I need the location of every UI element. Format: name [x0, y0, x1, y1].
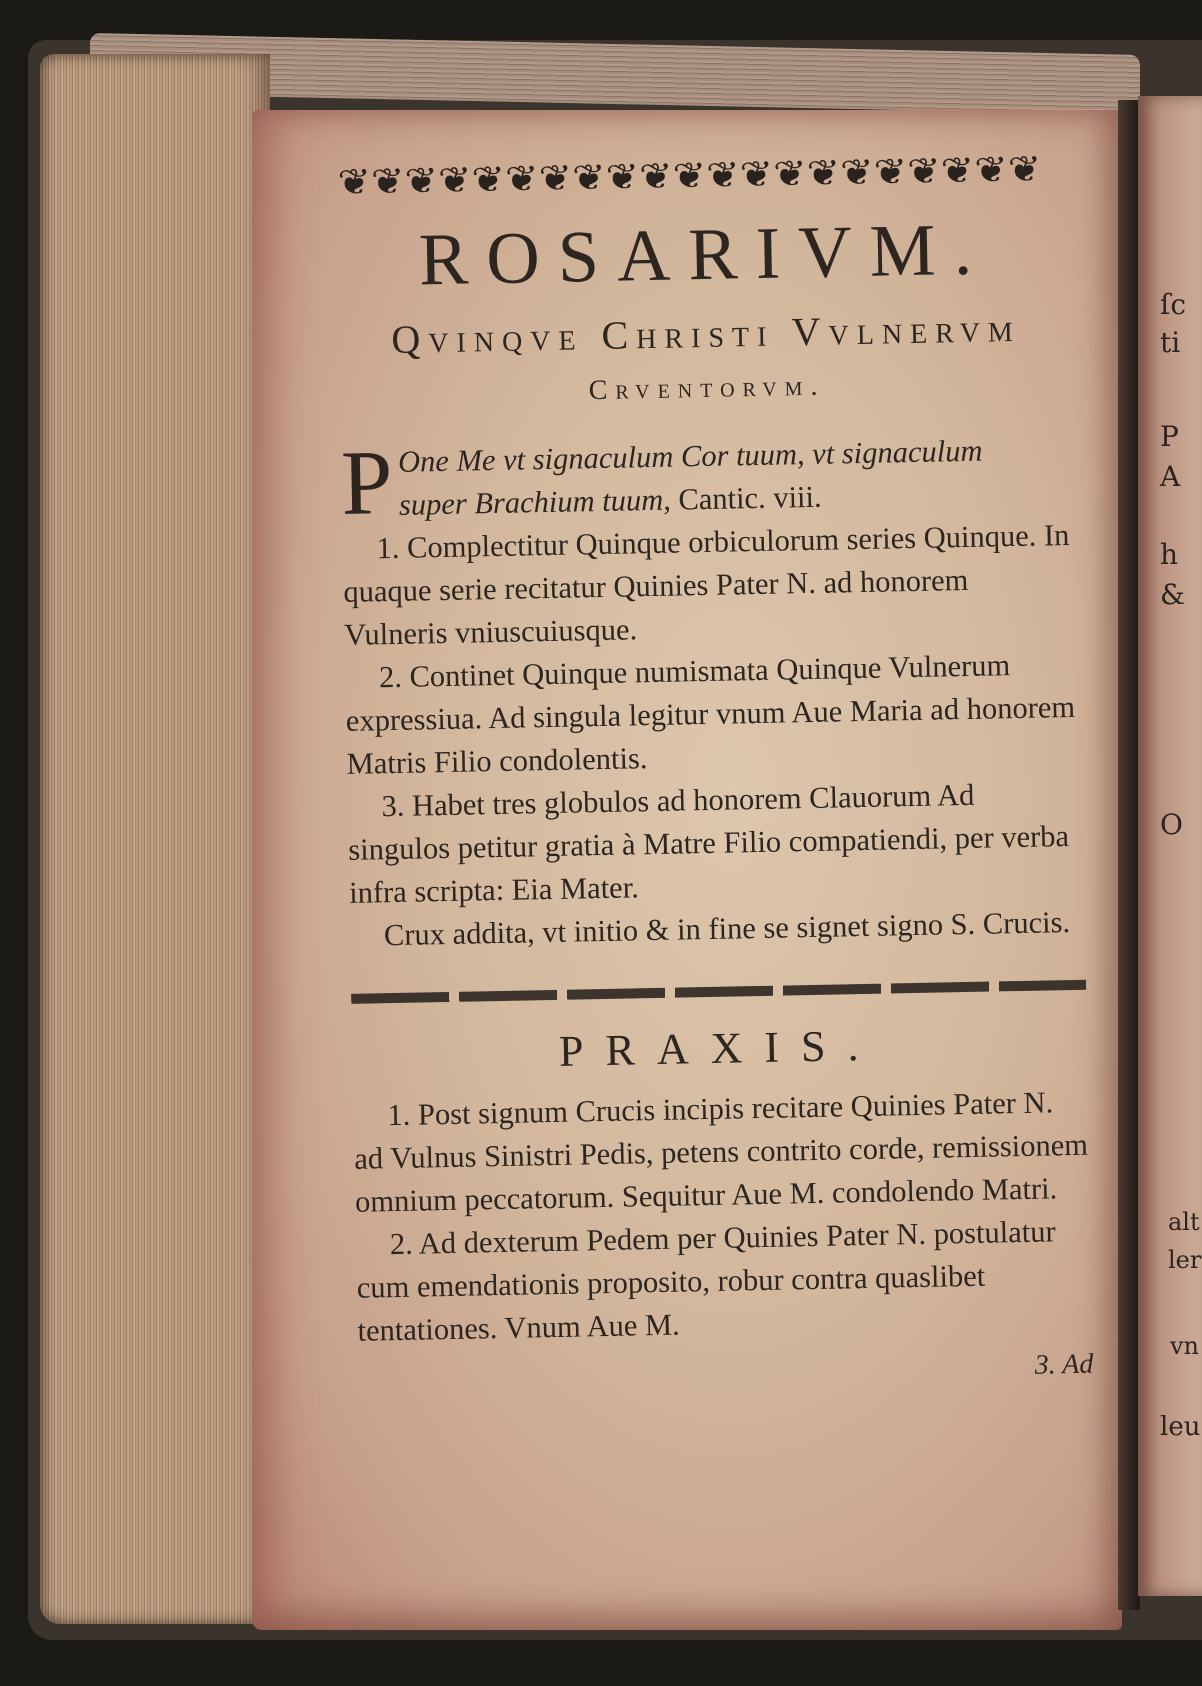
page-text — [335, 141, 1094, 1400]
facing-fragment: A — [1160, 460, 1181, 493]
facing-page — [1138, 96, 1202, 1596]
praxis-paragraph: 1. Post signum Crucis incipis recitare Quinies Pater N. ad Vulnus Sinistri Pedis, petens contrito corde, remissionem omnium peccatorum. Sequitur Aue M. condolendo Matri. — [353, 1085, 1089, 1219]
facing-fragment: P — [1160, 420, 1179, 453]
praxis-paragraph: 2. Ad dexterum Pedem per Quinies Pater N. postulatur cum emendationis proposito, robur contra quaslibet tentationes. Vnum Aue M. — [356, 1214, 1056, 1348]
point-paragraph: 1. Complectitur Quinque orbiculorum series Quinque. In quaque serie recitatur Quinies Pater N. ad honorem Vulneris vniuscuiusque. — [343, 517, 1070, 652]
intro-paragraph — [340, 428, 1078, 534]
facing-fragment: vn — [1170, 1332, 1200, 1360]
subtitle-second-line: Crventorvm. — [588, 370, 826, 407]
book-gutter — [1118, 100, 1140, 1610]
page-title: ROSARIVM. — [418, 208, 991, 302]
facing-fragment: alt — [1168, 1208, 1200, 1236]
intro-line-2-citation: Cantic. viii. — [670, 479, 822, 517]
drop-cap: P — [340, 430, 394, 534]
point-paragraph: Crux addita, vt initio & in fine se signet signo S. Crucis. — [383, 905, 1071, 953]
catchword: 3. Ad — [1034, 1348, 1094, 1381]
page-fore-edges — [40, 54, 270, 1624]
divider-rule — [351, 980, 1086, 1004]
subtitle: Qvinqve Christi Vvlnervm — [390, 304, 1022, 362]
intro-line-1: One Me vt signaculum Cor tuum, vt signaculum — [397, 433, 983, 479]
facing-fragment: h — [1160, 538, 1179, 571]
intro-line-2-italic: super Brachium tuum, — [398, 482, 672, 522]
facing-fragment: ti — [1160, 326, 1181, 359]
intro-section — [341, 428, 1094, 1400]
facing-fragment: O — [1160, 808, 1183, 841]
ornament-glyphs: ❦❦❦❦❦❦❦❦❦❦❦❦❦❦❦❦❦❦❦❦❦ — [337, 148, 1042, 204]
facing-fragment: ler — [1168, 1246, 1202, 1274]
praxis-heading: PRAXIS. — [558, 1020, 881, 1076]
point-paragraph: 2. Continet Quinque numismata Quinque Vulnerum expressiua. Ad singula legitur vnum Aue Maria ad honorem Matris Filio condolentis. — [345, 648, 1076, 781]
facing-fragment: ſc — [1160, 288, 1187, 321]
point-paragraph: 3. Habet tres globulos ad honorem Clauorum Ad singulos petitur gratia à Matre Filio compatiendi, per verba infra scripta: Eia Mater. — [348, 777, 1070, 910]
facing-fragment: & — [1160, 578, 1185, 611]
facing-fragment: leu — [1160, 1412, 1201, 1442]
